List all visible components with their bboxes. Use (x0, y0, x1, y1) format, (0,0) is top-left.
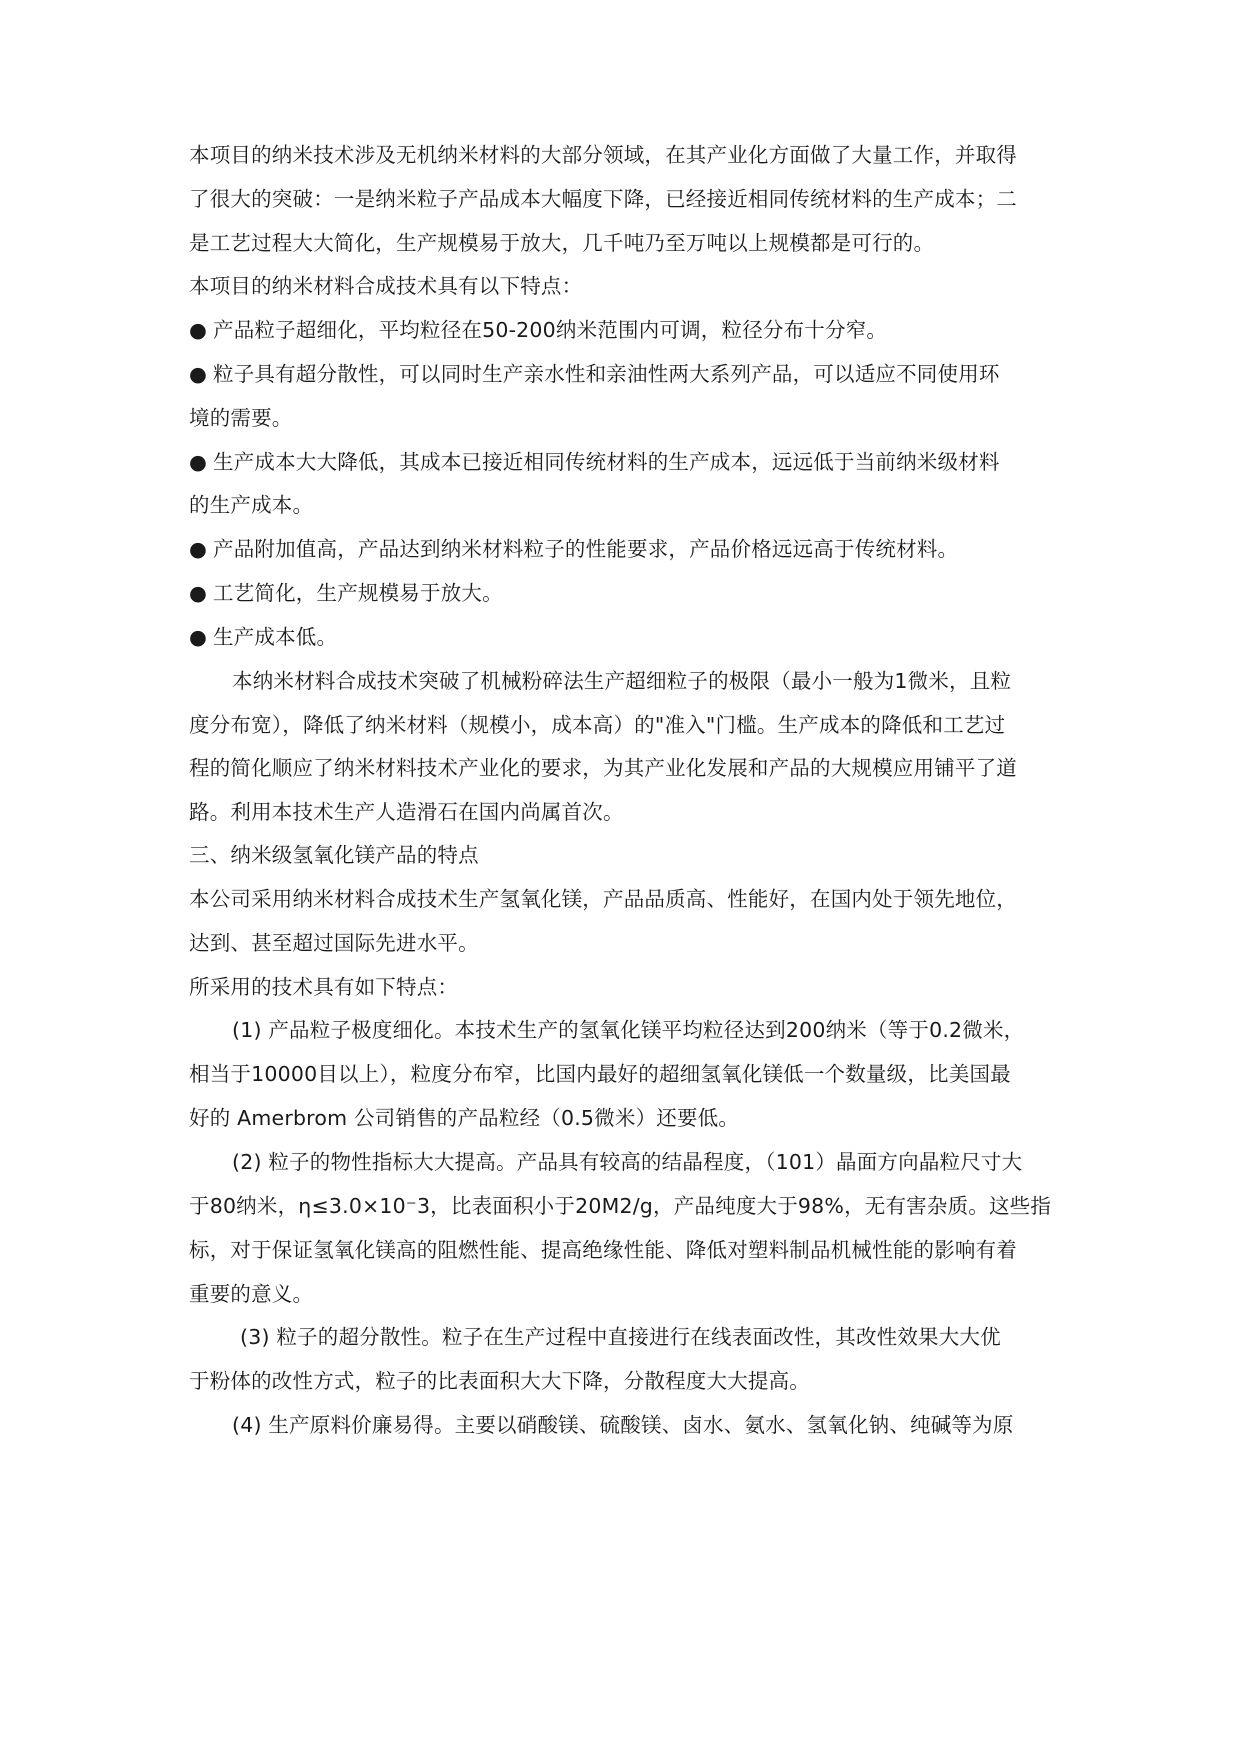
bullet-icon: ● (189, 362, 208, 386)
text-line: 本公司采用纳米材料合成技术生产氢氧化镁，产品品质高、性能好，在国内处于领先地位， (189, 887, 1017, 911)
text-line: 的生产成本。 (189, 493, 314, 517)
text-line: 本纳米材料合成技术突破了机械粉碎法生产超细粒子的极限（最小一般为1微米，且粒 (232, 669, 1012, 693)
text-line: 是工艺过程大大简化，生产规模易于放大，几千吨乃至万吨以上规模都是可行的。 (189, 231, 935, 255)
text-line: (2) 粒子的物性指标大大提高。产品具有较高的结晶程度，（101）晶面方向晶粒尺寸大 (232, 1150, 1023, 1174)
bullet-icon: ● (189, 318, 208, 342)
bullet-item (189, 360, 1000, 388)
text-line: 路。利用本技术生产人造滑石在国内尚属首次。 (189, 800, 624, 824)
bullet-icon: ● (189, 537, 208, 561)
text-line: 境的需要。 (189, 406, 293, 430)
bullet-text: 工艺简化，生产规模易于放大。 (213, 581, 503, 605)
text-line: 度分布宽），降低了纳米材料（规模小，成本高）的"准入"门槛。生产成本的降低和工艺过 (189, 713, 1006, 737)
text-line: 于粉体的改性方式，粒子的比表面积大大下降，分散程度大大提高。 (189, 1369, 810, 1393)
text-line: 本项目的纳米技术涉及无机纳米材料的大部分领域，在其产业化方面做了大量工作，并取得 (189, 143, 1017, 167)
bullet-text: 粒子具有超分散性，可以同时生产亲水性和亲油性两大系列产品，可以适应不同使用环 (213, 362, 1000, 386)
bullet-text: 产品粒子超细化，平均粒径在50-200纳米范围内可调，粒径分布十分窄。 (213, 318, 888, 342)
text-line: (1) 产品粒子极度细化。本技术生产的氢氧化镁平均粒径达到200纳米（等于0.2微米， (232, 1018, 1025, 1042)
text-line: 了很大的突破：一是纳米粒子产品成本大幅度下降，已经接近相同传统材料的生产成本；二 (189, 187, 1017, 211)
bullet-icon: ● (189, 450, 208, 474)
bullet-text: 生产成本低。 (213, 625, 338, 649)
section-heading: 三、纳米级氢氧化镁产品的特点 (189, 843, 479, 867)
text-line: 好的 Amerbrom 公司销售的产品粒经（0.5微米）还要低。 (189, 1106, 740, 1130)
text-line: 达到、甚至超过国际先进水平。 (189, 931, 479, 955)
text-line: 相当于10000目以上），粒度分布窄，比国内最好的超细氢氧化镁低一个数量级，比美国最 (189, 1062, 1011, 1086)
text-line: 于80纳米，η≤3.0×10⁻3，比表面积小于20M2/g，产品纯度大于98%，无有害杂质。这些指 (189, 1194, 1052, 1218)
text-line: 本项目的纳米材料合成技术具有以下特点： (189, 274, 583, 298)
text-line: 程的简化顺应了纳米材料技术产业化的要求，为其产业化发展和产品的大规模应用铺平了道 (189, 756, 1017, 780)
text-line: 标，对于保证氢氧化镁高的阻燃性能、提高绝缘性能、降低对塑料制品机械性能的影响有着 (189, 1238, 1017, 1262)
text-line: (3) 粒子的超分散性。粒子在生产过程中直接进行在线表面改性，其改性效果大大优 (240, 1325, 1001, 1349)
text-line: 重要的意义。 (189, 1282, 314, 1306)
bullet-item (189, 316, 887, 344)
bullet-item (189, 448, 1000, 476)
text-line: 所采用的技术具有如下特点： (189, 975, 459, 999)
bullet-item (189, 579, 503, 607)
bullet-icon: ● (189, 625, 208, 649)
text-line: (4) 生产原料价廉易得。主要以硝酸镁、硫酸镁、卤水、氨水、氢氧化钠、纯碱等为原 (232, 1413, 1014, 1437)
bullet-item (189, 535, 958, 563)
bullet-text: 产品附加值高，产品达到纳米材料粒子的性能要求，产品价格远远高于传统材料。 (213, 537, 959, 561)
bullet-text: 生产成本大大降低，其成本已接近相同传统材料的生产成本，远远低于当前纳米级材料 (213, 450, 1000, 474)
bullet-item (189, 623, 337, 651)
bullet-icon: ● (189, 581, 208, 605)
